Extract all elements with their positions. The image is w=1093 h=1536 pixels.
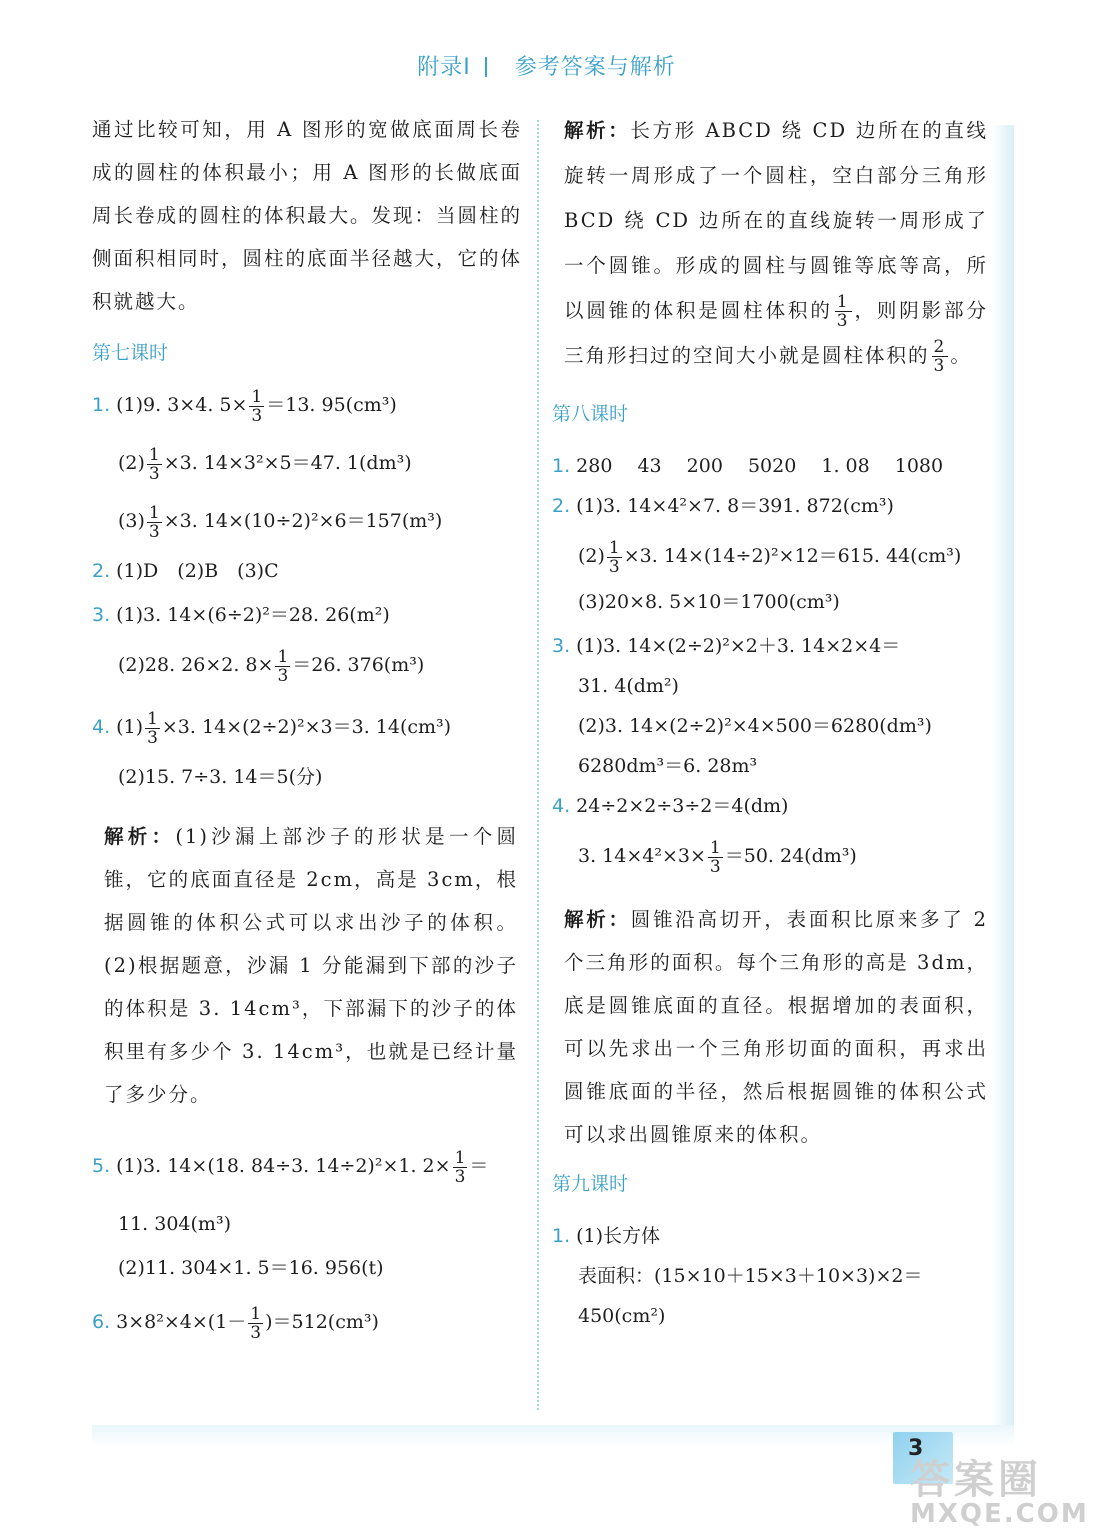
q5-line1: 5. (1)3. 14×(18. 84÷3. 14÷2)²×1. 2× $\frac{1}{3}$ ＝ bbox=[92, 1147, 489, 1187]
r3-line3: (2)3. 14×(2÷2)²×4×500＝6280(dm³) bbox=[578, 715, 932, 737]
r3-line1: 3. (1)3. 14×(2÷2)²×2＋3. 14×2×4＝ bbox=[552, 635, 901, 657]
r2-line1: 2. (1)3. 14×4²×7. 8＝391. 872(cm³) bbox=[552, 495, 894, 517]
q6-line: 6. 3×8²×4×(1－ $\frac{1}{3}$ )＝512(cm³) bbox=[92, 1303, 379, 1343]
fraction: $\frac{1}{3}$ bbox=[250, 1303, 262, 1343]
analysis-box-left bbox=[92, 815, 522, 1116]
fraction: $\frac{1}{3}$ bbox=[454, 1147, 466, 1187]
watermark: 答案圈 MXQE.COM bbox=[910, 1457, 1089, 1529]
r4-line2: 3. 14×4²×3× $\frac{1}{3}$ ＝50. 24(dm³) bbox=[578, 837, 857, 877]
fraction: $\frac{1}{3}$ bbox=[251, 386, 263, 426]
r4-line1: 4. 24÷2×2÷3÷2＝4(dm) bbox=[552, 795, 789, 817]
intro-paragraph: 通过比较可知，用 A 图形的宽做底面周长卷成的圆柱的体积最小；用 A 图形的长做底面周长卷成的圆柱的体积最大。发现：当圆柱的侧面积相同时，圆柱的底面半径越大，它的体积就越大。 bbox=[92, 118, 523, 313]
r5-line1: 1. (1)长方体 bbox=[552, 1225, 661, 1247]
fraction: $\frac{1}{3}$ bbox=[148, 444, 160, 484]
section-title-9: 第九课时 bbox=[552, 1173, 629, 1195]
q2-line: 2. (1)D (2)B (3)C bbox=[92, 560, 279, 582]
q3-line1: 3. (1)3. 14×(6÷2)²＝28. 26(m²) bbox=[92, 604, 390, 626]
q5-line2: 11. 304(m³) bbox=[118, 1213, 231, 1235]
section-title-7: 第七课时 bbox=[92, 342, 169, 364]
header-separator bbox=[485, 57, 487, 77]
analysis-text: (1)沙漏上部沙子的形状是一个圆锥，它的底面直径是 2cm，高是 3cm，根据圆锥的体积公式可以求出沙子的体积。(2)根据题意，沙漏 1 分能漏到下部的沙子的体积是 3. 14cm³，下部漏下的沙子的体积里有多少个 3. 14cm³，也就是已经计量了多少分。 bbox=[104, 825, 518, 1106]
fraction: $\frac{2}{3}$ bbox=[933, 337, 947, 376]
r2-line3: (3)20×8. 5×10＝1700(cm³) bbox=[578, 591, 840, 613]
bottom-edge-shade bbox=[92, 1425, 1014, 1447]
right-edge-shade bbox=[992, 125, 1014, 1425]
fraction: $\frac{1}{3}$ bbox=[147, 708, 158, 748]
fraction: $\frac{1}{3}$ bbox=[836, 292, 850, 331]
r3-line2: 31. 4(dm²) bbox=[578, 675, 679, 697]
q5-line3: (2)11. 304×1. 5＝16. 956(t) bbox=[118, 1257, 384, 1279]
fraction: $\frac{1}{3}$ bbox=[608, 537, 620, 577]
q1-line3: (3) $\frac{1}{3}$ ×3. 14×(10÷2)²×6＝157(m³) bbox=[118, 502, 443, 542]
left-column bbox=[92, 108, 522, 1342]
r5-line2: 表面积：(15×10＋15×3＋10×3)×2＝ bbox=[578, 1265, 923, 1287]
fraction: $\frac{1}{3}$ bbox=[277, 646, 289, 686]
analysis-label: 解析： bbox=[104, 825, 176, 848]
r2-line2: (2) $\frac{1}{3}$ ×3. 14×(14÷2)²×12＝615. 44(cm³) bbox=[578, 537, 962, 577]
header-appendix: 附录Ⅰ bbox=[417, 55, 471, 80]
page-header bbox=[0, 50, 1093, 81]
q1-number: 1. bbox=[92, 394, 111, 416]
r1-line: 1. 280 43 200 5020 1. 08 1080 bbox=[552, 455, 944, 477]
q4-line1: 4. (1) $\frac{1}{3}$ ×3. 14×(2÷2)²×3＝3. 14(cm³) bbox=[92, 708, 452, 748]
fraction: $\frac{1}{3}$ bbox=[148, 502, 160, 542]
q1-line1: 1. (1)9. 3×4. 5× $\frac{1}{3}$ ＝13. 95(cm³) bbox=[92, 386, 397, 426]
column-divider bbox=[537, 120, 539, 1410]
q3-line2: (2)28. 26×2. 8× $\frac{1}{3}$ ＝26. 376(m³) bbox=[118, 646, 425, 686]
page-number: 3 bbox=[908, 1436, 924, 1461]
q1-line2: (2) $\frac{1}{3}$ ×3. 14×3²×5＝47. 1(dm³) bbox=[118, 444, 412, 484]
r5-line3: 450(cm²) bbox=[578, 1305, 666, 1327]
analysis-box-right-1: 解析：长方形 ABCD 绕 CD 边所在的直线旋转一周形成了一个圆柱，空白部分三角形 BCD 绕 CD 边所在的直线旋转一周形成了一个圆锥。形成的圆柱与圆锥等底等高，所以圆锥的体积是圆柱体积的 $\frac{1}{3}$ ，则阴影部分三角形扫过的空间大小就是圆柱体积的 $\frac{2}{3}$ 。 bbox=[564, 119, 988, 376]
analysis-box-right-2: 解析：圆锥沿高切开，表面积比原来多了 2 个三角形的面积。每个三角形的高是 3dm，底是圆锥底面的直径。根据增加的表面积，可以先求出一个三角形切面的面积，再求出圆锥底面的半径，然后根据圆锥的体积公式可以求出圆锥原来的体积。 bbox=[564, 908, 988, 1146]
section-title-8: 第八课时 bbox=[552, 403, 629, 425]
right-column bbox=[552, 108, 992, 1336]
r3-line4: 6280dm³＝6. 28m³ bbox=[578, 755, 758, 777]
fraction: $\frac{1}{3}$ bbox=[709, 837, 721, 877]
header-title: 参考答案与解析 bbox=[514, 55, 676, 80]
q4-line2: (2)15. 7÷3. 14＝5(分) bbox=[118, 766, 323, 788]
